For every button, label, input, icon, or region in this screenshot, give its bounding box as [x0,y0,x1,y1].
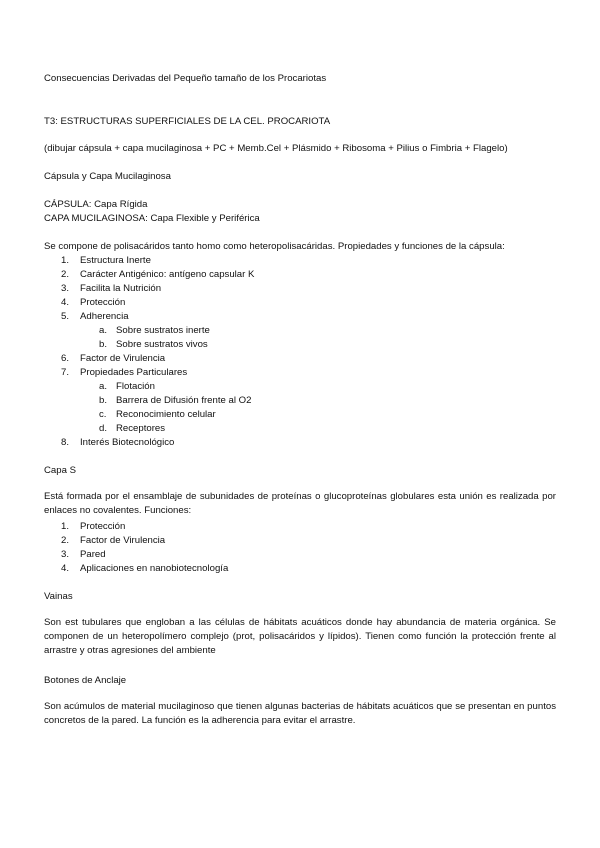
topic-heading: T3: ESTRUCTURAS SUPERFICIALES DE LA CEL. PROCARIOTA [44,116,331,127]
list-item: Protección [80,297,126,308]
list-item: Estructura Inerte [80,255,151,266]
list-number: 5. [61,311,70,322]
list-item: Aplicaciones en nanobiotecnología [80,563,229,574]
section-title-capa-s: Capa S [44,465,76,476]
list-number: 3. [61,549,70,560]
sublist-letter: b. [99,395,108,406]
sublist-item: Flotación [116,381,155,392]
list-item: Propiedades Particulares [80,367,188,378]
list-item: Facilita la Nutrición [80,283,162,294]
sublist-letter: c. [99,409,107,420]
sublist-item: Sobre sustratos vivos [116,339,208,350]
list-number: 3. [61,283,70,294]
list-item: Factor de Virulencia [80,353,166,364]
definition-capsula: CÁPSULA: Capa Rígida [44,199,148,210]
list-number: 8. [61,437,70,448]
drawing-instruction: (dibujar cápsula + capa mucilaginosa + PC + Memb.Cel + Plásmido + Ribosoma + Pilius o Fimbria + Flagelo) [44,143,508,154]
list-item: Pared [80,549,106,560]
list-item: Protección [80,521,126,532]
sublist-letter: a. [99,381,108,392]
list-item: Carácter Antigénico: antígeno capsular K [80,269,255,280]
list-number: 6. [61,353,70,364]
list-number: 2. [61,269,70,280]
sublist-item: Sobre sustratos inerte [116,325,210,336]
list-number: 4. [61,563,70,574]
sublist-letter: b. [99,339,108,350]
definition-capa-mucilaginosa: CAPA MUCILAGINOSA: Capa Flexible y Periférica [44,213,260,224]
list-item: Interés Biotecnológico [80,437,175,448]
section-paragraph: Está formada por el ensamblaje de subunidades de proteínas o glucoproteínas globulares esta unión es realizada por enlaces no covalentes. Funciones: [44,491,556,516]
section-paragraph: Son acúmulos de material mucilaginoso que tienen algunas bacterias de hábitats acuáticos que se presentan en puntos concretos de la pared. La función es la adherencia para evitar el arrastre. [44,701,556,726]
list-number: 4. [61,297,70,308]
list-item: Factor de Virulencia [80,535,166,546]
section-title-vainas: Vainas [44,591,73,602]
section-intro: Se compone de polisacáridos tanto homo como heteropolisacáridas. Propiedades y funciones de la cápsula: [44,241,505,252]
list-number: 7. [61,367,70,378]
list-number: 1. [61,521,70,532]
section-title-capsula: Cápsula y Capa Mucilaginosa [44,171,171,182]
list-number: 1. [61,255,70,266]
sublist-item: Barrera de Difusión frente al O2 [116,395,252,406]
list-item: Adherencia [80,311,129,322]
list-number: 2. [61,535,70,546]
sublist-letter: a. [99,325,108,336]
sublist-item: Reconocimiento celular [116,409,216,420]
sublist-item: Receptores [116,423,166,434]
sublist-letter: d. [99,423,108,434]
document-title: Consecuencias Derivadas del Pequeño tamaño de los Procariotas [44,73,327,84]
section-paragraph: Son est tubulares que engloban a las células de hábitats acuáticos donde hay abundancia de materia orgánica. Se componen de un heteropolímero complejo (prot, polisacáridos y lípidos). Tienen como función la protección frente al arrastre y otras agresiones del ambiente [44,617,556,656]
section-title-botones-anclaje: Botones de Anclaje [44,675,127,686]
